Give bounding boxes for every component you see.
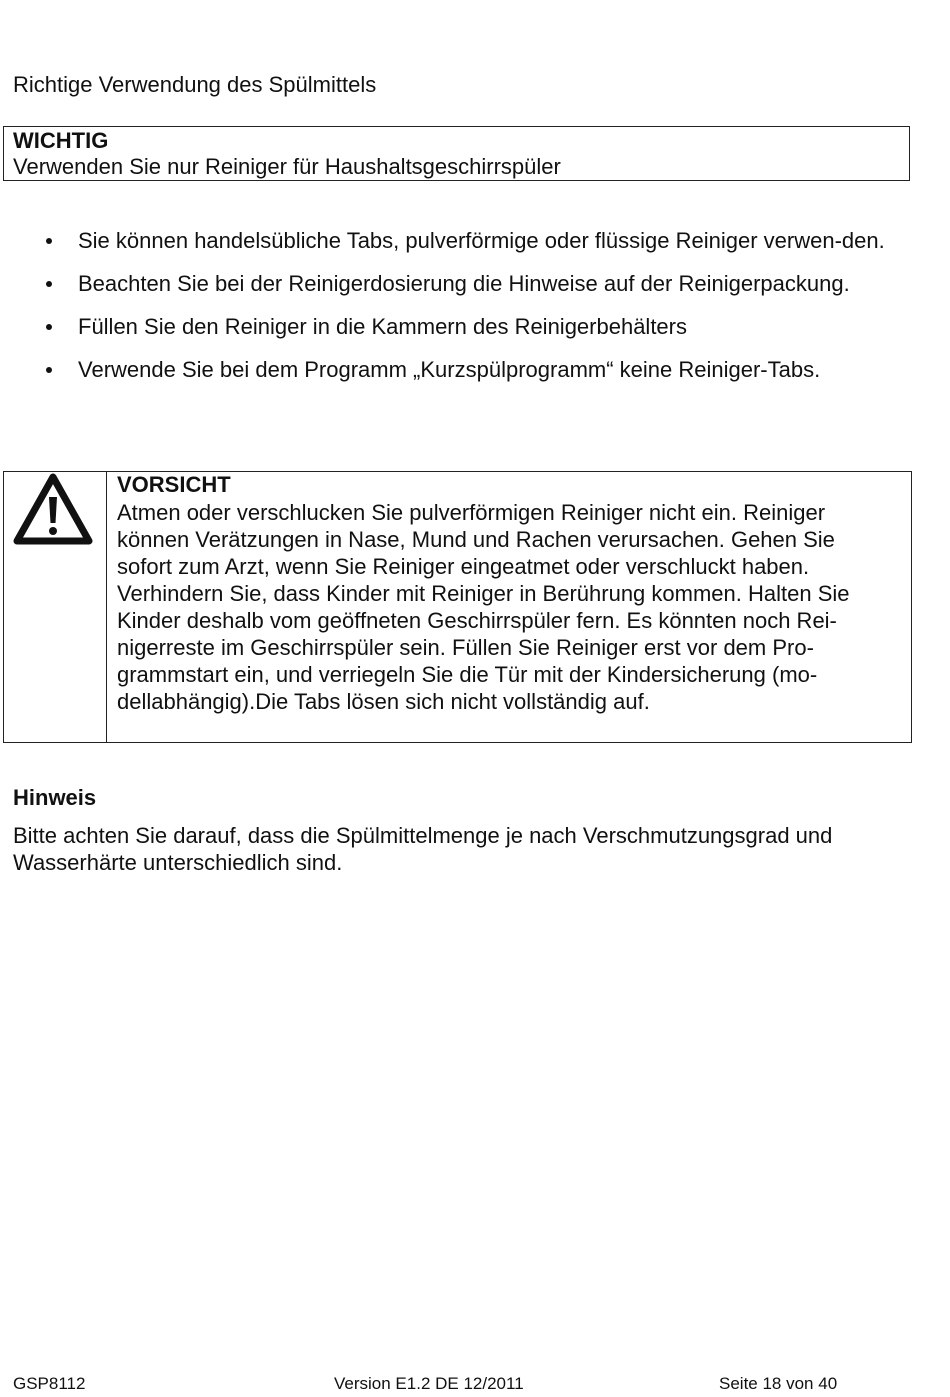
list-item: [44, 222, 914, 260]
list-item-text: Sie können handelsübliche Tabs, pulverförmige oder flüssige Reiniger verwen-den.: [78, 228, 885, 253]
bullet-icon: [46, 281, 52, 287]
list-item: [44, 351, 914, 389]
warning-triangle-icon: [13, 473, 93, 545]
caution-divider: [106, 471, 107, 743]
list-item-text: Beachten Sie bei der Reinigerdosierung die Hinweise auf der Reinigerpackung.: [78, 271, 850, 296]
list-item-text: Verwende Sie bei dem Programm „Kurzspülprogramm“ keine Reiniger-Tabs.: [78, 357, 821, 382]
caution-heading: VORSICHT: [117, 472, 231, 497]
footer-page-number: Seite 18 von 40: [719, 1374, 838, 1393]
list-item: [44, 308, 914, 346]
list-item: [44, 265, 914, 303]
important-text: Verwenden Sie nur Reiniger für Haushaltsgeschirrspüler: [13, 154, 561, 179]
footer-model: GSP8112: [13, 1374, 86, 1393]
caution-text: Atmen oder verschlucken Sie pulverförmigen Reiniger nicht ein. Reiniger können Verätzungen in Nase, Mund und Rachen verursachen. Gehen Sie sofort zum Arzt, wenn Sie Reiniger eingeatmet oder verschluckt haben. Verhindern Sie, dass Kinder mit Reiniger in Berührung kommen. Halten Sie Kinder deshalb vom geöffneten Geschirrspüler fern. Es könnten noch Rei- nigerreste im Geschirrspüler sein. Füllen Sie Reiniger erst vor dem Pro- grammstart ein, und verriegeln Sie die Tür mit der Kindersicherung (mo- dellabhängig).Die Tabs lösen sich nicht vollständig auf.: [117, 500, 850, 714]
note-heading: Hinweis: [13, 785, 97, 810]
section-title: Richtige Verwendung des Spülmittels: [13, 72, 377, 97]
note-text: Bitte achten Sie darauf, dass die Spülmittelmenge je nach Verschmutzungsgrad und Wasserhärte unterschiedlich sind.: [13, 823, 833, 875]
important-heading: WICHTIG: [13, 128, 109, 153]
bullet-icon: [46, 324, 52, 330]
list-item-text: Füllen Sie den Reiniger in die Kammern des Reinigerbehälters: [78, 314, 687, 339]
footer-version: Version E1.2 DE 12/2011: [334, 1374, 524, 1393]
bullet-icon: [46, 367, 52, 373]
bullet-icon: [46, 238, 52, 244]
bullet-list: [44, 222, 914, 394]
